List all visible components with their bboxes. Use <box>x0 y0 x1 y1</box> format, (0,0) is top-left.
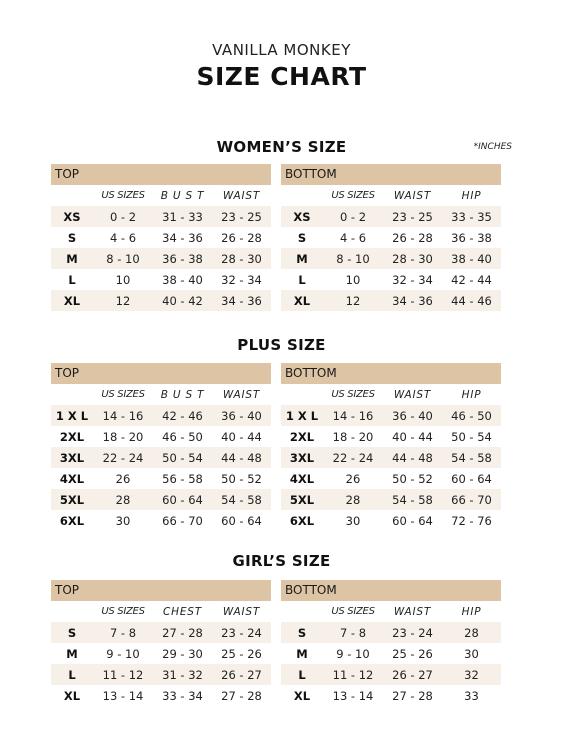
table-cell: 28 - 30 <box>221 251 262 266</box>
bottom-table-header: BOTTOM <box>281 164 501 185</box>
column-headers <box>51 601 271 622</box>
size-label: L <box>68 667 76 682</box>
table-cell: 11 - 12 <box>102 667 144 682</box>
table-cell: 26 - 28 <box>392 230 433 245</box>
size-label: S <box>67 230 77 245</box>
size-label: XL <box>293 688 311 703</box>
column-header: WAIST <box>222 189 261 202</box>
section-title: WOMEN’S SIZE <box>216 138 347 156</box>
table-cell: 44 - 46 <box>451 293 492 308</box>
table-cell: 54 - 58 <box>392 492 433 507</box>
column-headers <box>281 601 501 622</box>
table-cell: 26 - 27 <box>392 667 433 682</box>
table-row <box>51 510 271 531</box>
page-title: SIZE CHART <box>196 62 367 91</box>
bottom-table-header: BOTTOM <box>281 363 501 384</box>
table-cell: 42 - 44 <box>451 272 492 287</box>
size-label: L <box>298 272 306 287</box>
table-cell: 60 - 64 <box>392 513 433 528</box>
section-title: GIRL’S SIZE <box>232 552 331 570</box>
table-cell: 22 - 24 <box>332 450 374 465</box>
column-header: WAIST <box>222 388 261 401</box>
table-cell: 26 <box>115 471 131 486</box>
table-cell: 25 - 26 <box>221 646 262 661</box>
table-row <box>281 622 501 643</box>
size-label: XS <box>293 209 311 224</box>
size-label: 3XL <box>59 450 85 465</box>
size-label: M <box>66 251 78 266</box>
bottom-table-header: BOTTOM <box>281 580 501 601</box>
table-cell: 66 - 70 <box>451 492 492 507</box>
column-header: US SIZES <box>331 389 375 400</box>
size-label: M <box>296 646 308 661</box>
table-cell: 12 <box>115 293 131 308</box>
table-row <box>51 248 271 269</box>
top-table <box>51 580 271 706</box>
table-cell: 26 <box>345 471 361 486</box>
table-cell: 33 <box>464 688 479 703</box>
table-cell: 12 <box>345 293 361 308</box>
table-cell: 28 <box>115 492 131 507</box>
size-label: M <box>66 646 78 661</box>
column-header: HIP <box>461 388 482 401</box>
table-cell: 31 - 32 <box>162 667 203 682</box>
top-table-header: TOP <box>51 164 271 185</box>
table-cell: 13 - 14 <box>102 688 144 703</box>
table-cell: 54 - 58 <box>221 492 262 507</box>
table-row <box>51 447 271 468</box>
column-header: WAIST <box>393 388 432 401</box>
size-label: 2XL <box>59 429 85 444</box>
table-cell: 34 - 36 <box>392 293 433 308</box>
size-label: XL <box>293 293 311 308</box>
table-row <box>51 290 271 311</box>
table-cell: 38 - 40 <box>451 251 492 266</box>
column-header: B U S T <box>160 388 205 401</box>
table-row <box>281 510 501 531</box>
table-cell: 30 <box>115 513 131 528</box>
table-cell: 56 - 58 <box>162 471 203 486</box>
table-cell: 4 - 6 <box>339 230 367 245</box>
size-label: 5XL <box>289 492 315 507</box>
table-cell: 22 - 24 <box>102 450 144 465</box>
bottom-table <box>281 363 501 531</box>
size-label: 2XL <box>289 429 315 444</box>
column-header: US SIZES <box>331 190 375 201</box>
column-header: CHEST <box>163 605 202 618</box>
table-cell: 38 - 40 <box>162 272 203 287</box>
column-header: WAIST <box>393 189 432 202</box>
table-cell: 32 - 34 <box>221 272 262 287</box>
column-headers <box>281 185 501 206</box>
table-cell: 32 - 34 <box>392 272 433 287</box>
table-cell: 7 - 8 <box>339 625 367 640</box>
table-cell: 25 - 26 <box>392 646 433 661</box>
brand-name: VANILLA MONKEY <box>212 41 351 59</box>
table-cell: 50 - 52 <box>221 471 262 486</box>
table-cell: 36 - 38 <box>162 251 203 266</box>
table-row <box>51 622 271 643</box>
table-cell: 54 - 58 <box>451 450 492 465</box>
table-cell: 44 - 48 <box>392 450 433 465</box>
bottom-table <box>281 164 501 311</box>
table-row <box>51 489 271 510</box>
size-label: 6XL <box>59 513 85 528</box>
table-cell: 31 - 33 <box>162 209 203 224</box>
table-row <box>51 227 271 248</box>
table-cell: 14 - 16 <box>332 408 374 423</box>
table-row <box>281 643 501 664</box>
table-cell: 42 - 46 <box>162 408 203 423</box>
table-cell: 34 - 36 <box>221 293 262 308</box>
table-cell: 40 - 44 <box>392 429 433 444</box>
table-cell: 36 - 40 <box>392 408 433 423</box>
table-cell: 60 - 64 <box>451 471 492 486</box>
table-cell: 30 <box>464 646 479 661</box>
table-cell: 44 - 48 <box>221 450 262 465</box>
column-header: US SIZES <box>101 190 145 201</box>
table-row <box>281 269 501 290</box>
table-cell: 30 <box>345 513 361 528</box>
table-cell: 26 - 27 <box>221 667 262 682</box>
column-headers <box>281 384 501 405</box>
section-title: PLUS SIZE <box>237 336 326 354</box>
table-cell: 40 - 44 <box>221 429 262 444</box>
size-label: M <box>296 251 308 266</box>
table-cell: 23 - 24 <box>392 625 433 640</box>
table-cell: 33 - 34 <box>162 688 203 703</box>
table-row <box>281 248 501 269</box>
size-label: 6XL <box>289 513 315 528</box>
size-label: 4XL <box>59 471 85 486</box>
table-cell: 27 - 28 <box>162 625 203 640</box>
column-headers <box>51 185 271 206</box>
table-cell: 13 - 14 <box>332 688 374 703</box>
table-row <box>281 227 501 248</box>
table-row <box>281 468 501 489</box>
table-cell: 10 <box>345 272 361 287</box>
bottom-table <box>281 580 501 706</box>
table-row <box>51 269 271 290</box>
table-cell: 50 - 52 <box>392 471 433 486</box>
table-cell: 50 - 54 <box>162 450 203 465</box>
table-cell: 4 - 6 <box>109 230 137 245</box>
table-row <box>51 206 271 227</box>
column-header: US SIZES <box>101 389 145 400</box>
column-header: B U S T <box>160 189 205 202</box>
column-header: HIP <box>461 605 482 618</box>
size-label: 3XL <box>289 450 315 465</box>
table-cell: 18 - 20 <box>102 429 144 444</box>
table-cell: 18 - 20 <box>332 429 374 444</box>
table-row <box>281 290 501 311</box>
table-cell: 33 - 35 <box>451 209 492 224</box>
table-cell: 32 <box>464 667 479 682</box>
table-cell: 28 <box>345 492 361 507</box>
table-cell: 23 - 25 <box>392 209 433 224</box>
table-cell: 9 - 10 <box>336 646 370 661</box>
size-label: 4XL <box>289 471 315 486</box>
units-note: *INCHES <box>473 142 512 152</box>
size-label: 1 X L <box>55 408 89 423</box>
top-table-header: TOP <box>51 363 271 384</box>
table-cell: 11 - 12 <box>332 667 374 682</box>
table-row <box>51 426 271 447</box>
table-cell: 27 - 28 <box>392 688 433 703</box>
table-row <box>51 643 271 664</box>
table-cell: 28 <box>464 625 479 640</box>
top-table <box>51 363 271 531</box>
table-cell: 9 - 10 <box>106 646 140 661</box>
table-cell: 60 - 64 <box>221 513 262 528</box>
table-cell: 29 - 30 <box>162 646 203 661</box>
size-label: S <box>297 230 307 245</box>
table-row <box>51 664 271 685</box>
size-label: S <box>297 625 307 640</box>
column-header: US SIZES <box>331 606 375 617</box>
column-header: WAIST <box>222 605 261 618</box>
size-label: L <box>68 272 76 287</box>
table-cell: 72 - 76 <box>451 513 492 528</box>
table-row <box>51 405 271 426</box>
size-label: XS <box>63 209 81 224</box>
table-row <box>281 489 501 510</box>
table-cell: 7 - 8 <box>109 625 137 640</box>
table-cell: 10 <box>115 272 131 287</box>
table-cell: 40 - 42 <box>162 293 203 308</box>
top-table-header: TOP <box>51 580 271 601</box>
table-row <box>281 405 501 426</box>
table-cell: 14 - 16 <box>102 408 144 423</box>
top-table <box>51 164 271 311</box>
table-row <box>281 206 501 227</box>
column-header: HIP <box>461 189 482 202</box>
table-cell: 66 - 70 <box>162 513 203 528</box>
table-row <box>51 685 271 706</box>
table-cell: 50 - 54 <box>451 429 492 444</box>
size-label: XL <box>63 293 81 308</box>
size-label: 5XL <box>59 492 85 507</box>
table-cell: 34 - 36 <box>162 230 203 245</box>
size-label: S <box>67 625 77 640</box>
table-row <box>51 468 271 489</box>
table-cell: 26 - 28 <box>221 230 262 245</box>
column-header: US SIZES <box>101 606 145 617</box>
table-row <box>281 685 501 706</box>
size-label: 1 X L <box>285 408 319 423</box>
table-cell: 23 - 24 <box>221 625 262 640</box>
table-row <box>281 664 501 685</box>
table-cell: 0 - 2 <box>109 209 137 224</box>
table-cell: 8 - 10 <box>106 251 140 266</box>
size-label: XL <box>63 688 81 703</box>
table-row <box>281 447 501 468</box>
table-cell: 46 - 50 <box>162 429 203 444</box>
column-headers <box>51 384 271 405</box>
table-cell: 36 - 38 <box>451 230 492 245</box>
table-cell: 8 - 10 <box>336 251 370 266</box>
table-cell: 23 - 25 <box>221 209 262 224</box>
table-cell: 60 - 64 <box>162 492 203 507</box>
size-label: L <box>298 667 306 682</box>
table-cell: 46 - 50 <box>451 408 492 423</box>
table-cell: 28 - 30 <box>392 251 433 266</box>
table-cell: 27 - 28 <box>221 688 262 703</box>
table-row <box>281 426 501 447</box>
column-header: WAIST <box>393 605 432 618</box>
table-cell: 0 - 2 <box>339 209 367 224</box>
table-cell: 36 - 40 <box>221 408 262 423</box>
